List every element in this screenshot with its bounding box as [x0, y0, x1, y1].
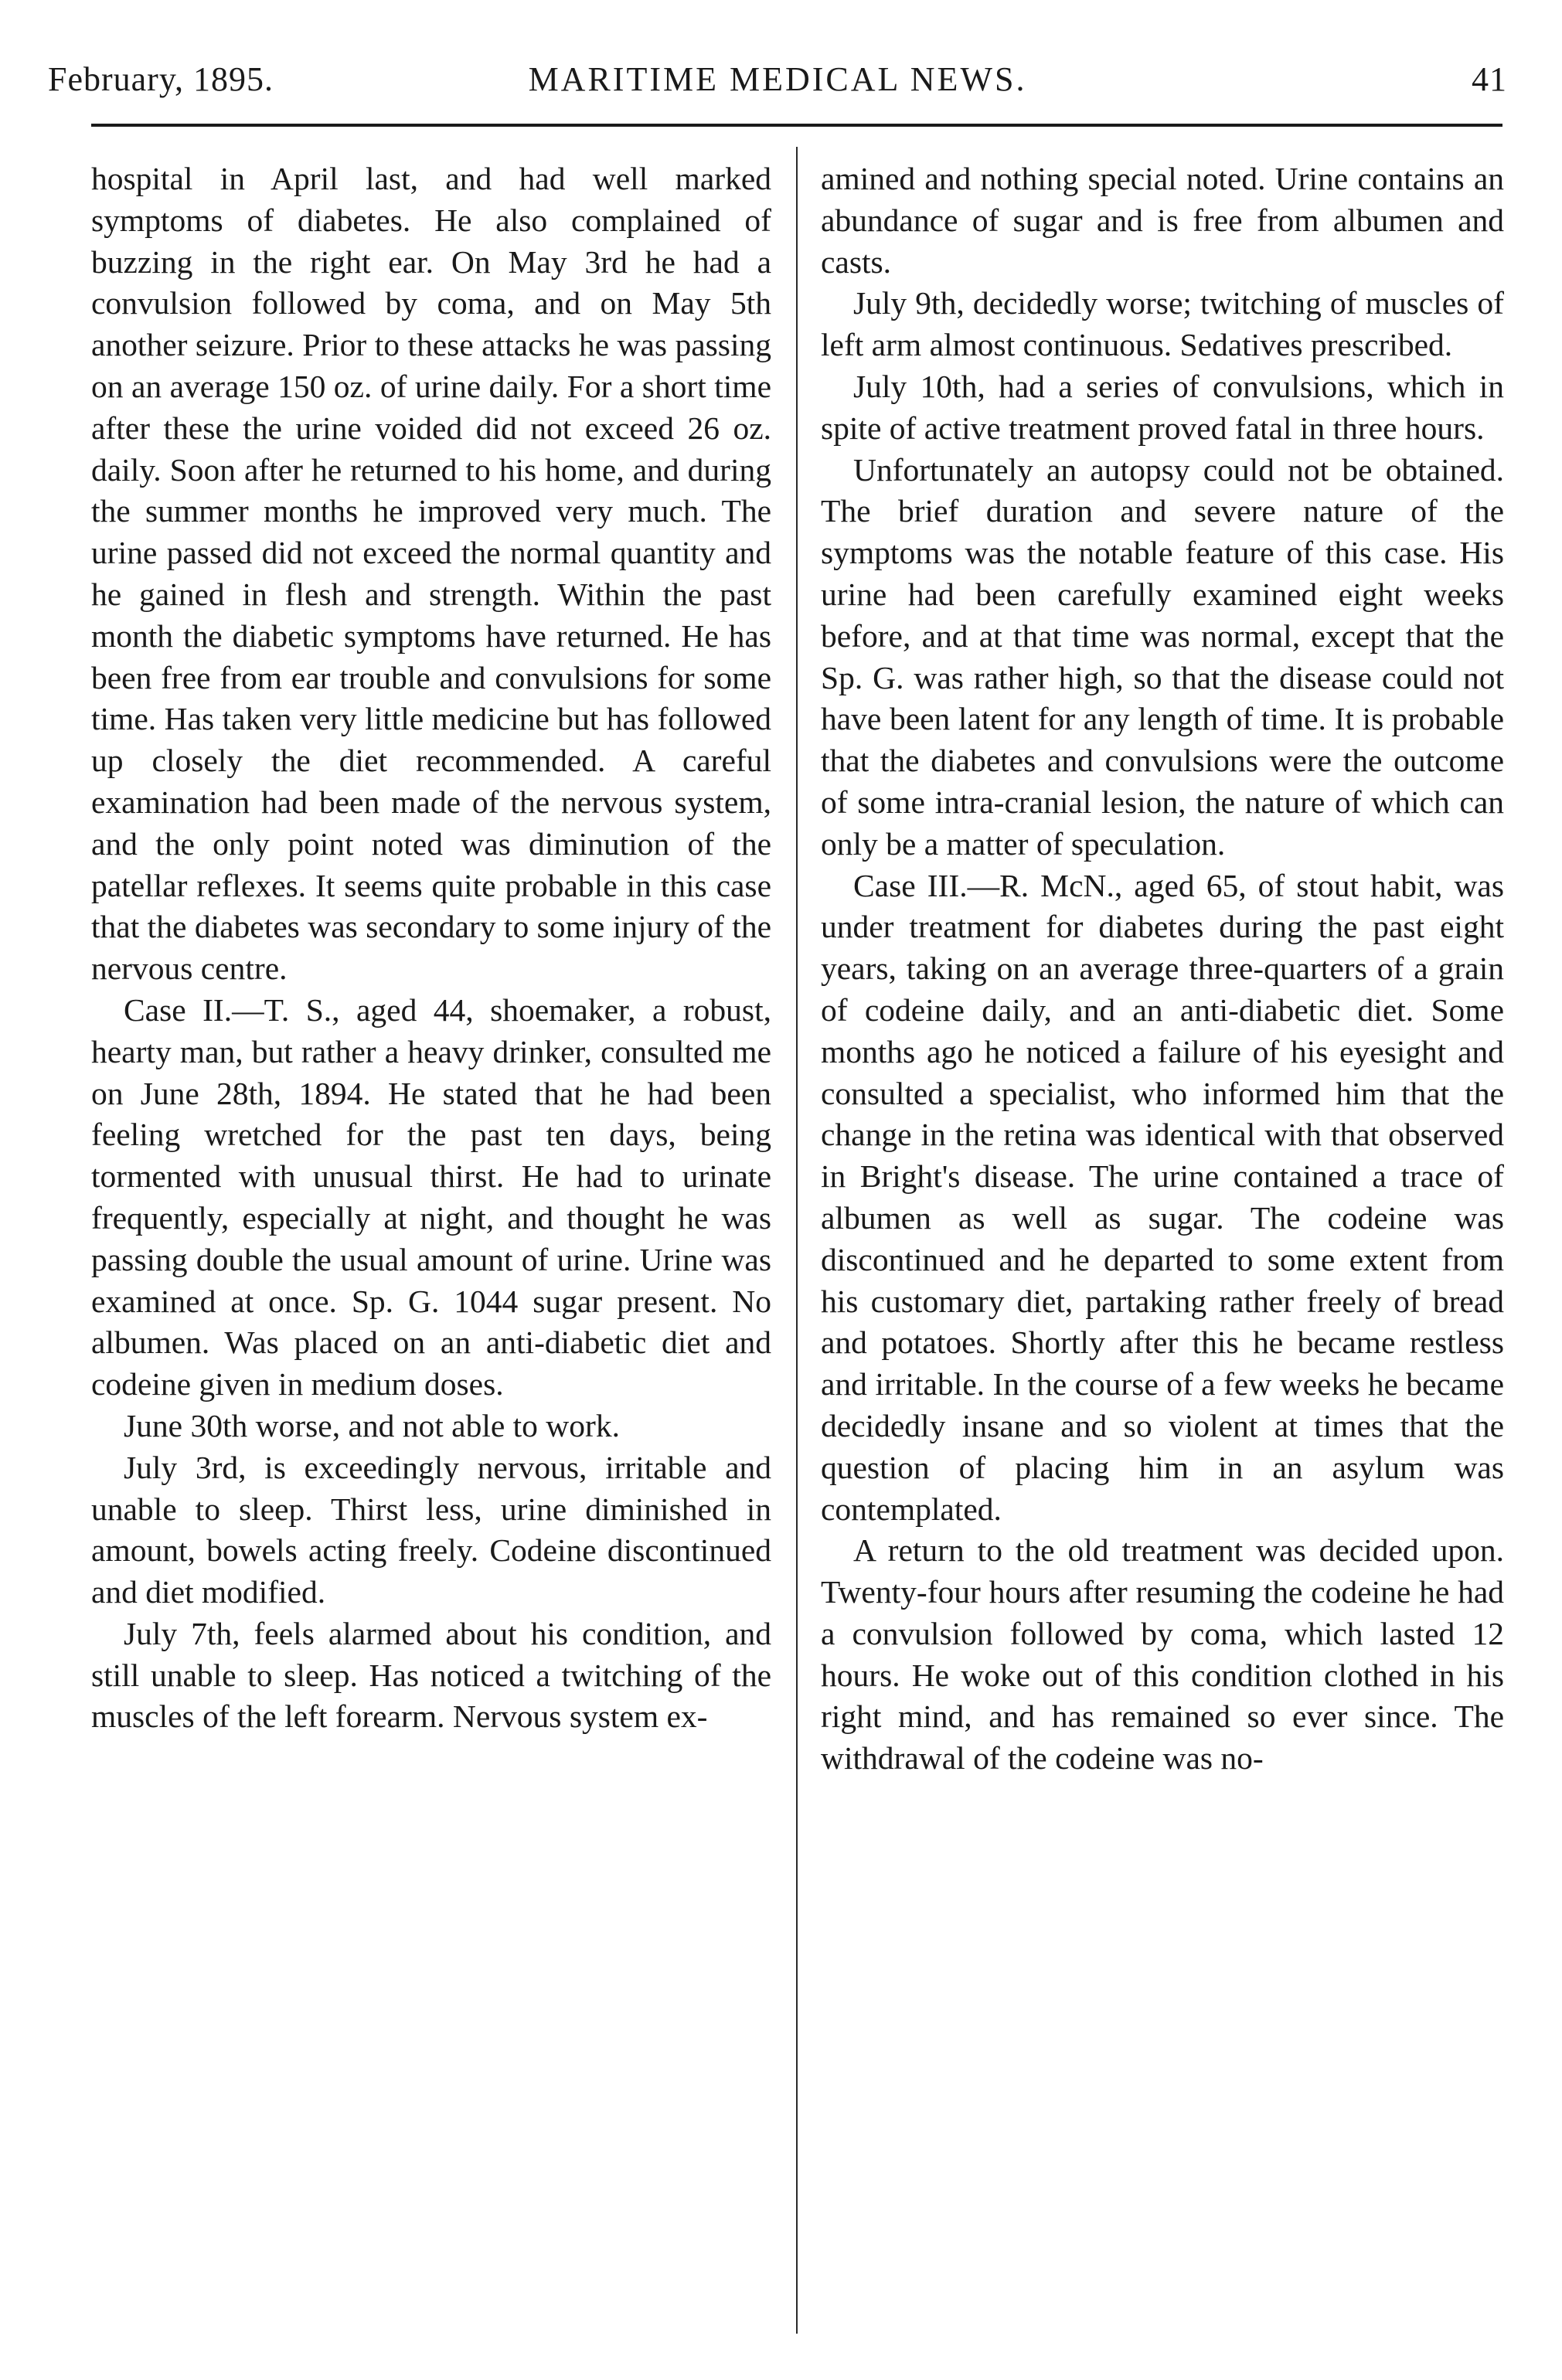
- column-divider: [796, 147, 798, 2334]
- paragraph-july-3: July 3rd, is exceedingly nervous, irritable and unable to sleep. Thirst less, urine diminished in amount, bowels acting freely. Codeine discontinued and diet modified.: [91, 1449, 771, 1610]
- left-column: [91, 158, 771, 2330]
- paragraph-return-to-treatment: A return to the old treatment was decided upon. Twenty-four hours after resuming the codeine he had a convulsion followed by coma, which lasted 12 hours. He woke out of this condition clothed in his right mind, and has remained so ever since. The withdrawal of the codeine was no-: [821, 1532, 1504, 1776]
- paragraph-case-three: Case III.—R. McN., aged 65, of stout habit, was under treatment for diabetes during the past eight years, taking on an average three-quarters of a grain of codeine daily, and an anti-diabetic diet. Some months ago he noticed a failure of his eyesight and consulted a specialist, who informed him that the change in the retina was identical with that observed in Bright's disease. The urine contained a trace of albumen as well as sugar. The codeine was discontinued and he departed to some extent from his customary diet, partaking rather freely of bread and potatoes. Shortly after this he became restless and irritable. In the course of a few weeks he became decidedly insane and so violent at times that the question of placing him in an asylum was contemplated.: [821, 867, 1504, 1527]
- page-number: 41: [1472, 60, 1507, 98]
- paragraph-june-30: June 30th worse, and not able to work.: [124, 1407, 620, 1443]
- right-column: [821, 158, 1504, 2330]
- paragraph-july-9: July 9th, decidedly worse; twitching of muscles of left arm almost continuous. Sedatives prescribed.: [821, 285, 1504, 363]
- paragraph-case-one-continued: hospital in April last, and had well marked symptoms of diabetes. He also complained of buzzing in the right ear. On May 3rd he had a convulsion followed by coma, and on May 5th another seizure. Prior to these attacks he was passing on an average 150 oz. of urine daily. For a short time after these the urine voided did not exceed 26 oz. daily. Soon after he returned to his home, and during the summer months he improved very much. The urine passed did not exceed the normal quantity and he gained in flesh and strength. Within the past month the diabetic symptoms have returned. He has been free from ear trouble and convulsions for some time. Has taken very little medicine but has followed up closely the diet recommended. A careful examination had been made of the nervous system, and the only point noted was diminution of the patellar reflexes. It seems quite probable in this case that the diabetes was secondary to some injury of the nervous centre.: [91, 161, 771, 987]
- paragraph-case-two: Case II.—T. S., aged 44, shoemaker, a robust, hearty man, but rather a heavy drinker, consulted me on June 28th, 1894. He stated that he had been feeling wretched for the past ten days, being tormented with unusual thirst. He had to urinate frequently, especially at night, and thought he was passing double the usual amount of urine. Urine was examined at once. Sp. G. 1044 sugar present. No albumen. Was placed on an anti-diabetic diet and codeine given in medium doses.: [91, 991, 771, 1402]
- paragraph-autopsy: Unfortunately an autopsy could not be obtained. The brief duration and severe nature of the symptoms was the notable feature of this case. His urine had been carefully examined eight weeks before, and at that time was normal, except that the Sp. G. was rather high, so that the disease could not have been latent for any length of time. It is probable that the diabetes and convulsions were the outcome of some intra-cranial lesion, the nature of which can only be a matter of speculation.: [821, 451, 1504, 862]
- journal-title: MARITIME MEDICAL NEWS.: [528, 60, 1027, 98]
- running-head: [48, 53, 1507, 107]
- paragraph-july-7: July 7th, feels alarmed about his condition, and still unable to sleep. Has noticed a twitching of the muscles of the left forearm. Nervous system ex-: [91, 1615, 771, 1735]
- header-rule: [91, 124, 1502, 127]
- paragraph-july-10: July 10th, had a series of convulsions, which in spite of active treatment proved fatal in three hours.: [821, 368, 1504, 446]
- paragraph-examination-continued: amined and nothing special noted. Urine contains an abundance of sugar and is free from albumen and casts.: [821, 161, 1504, 280]
- issue-date: February, 1895.: [48, 60, 274, 98]
